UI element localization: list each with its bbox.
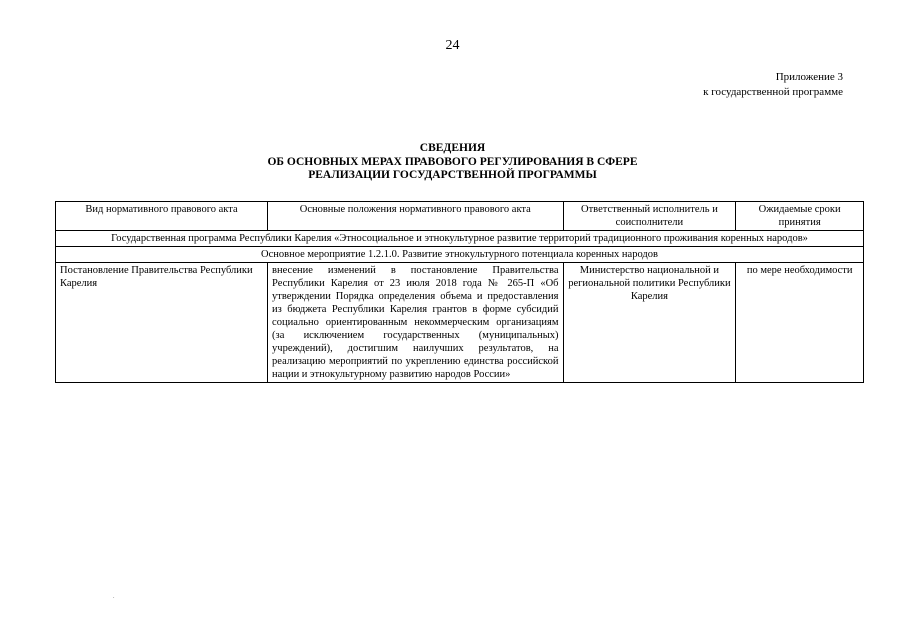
appendix-line-2: к государственной программе bbox=[703, 86, 843, 98]
cell-term: по мере необходимости bbox=[736, 263, 864, 383]
legal-measures-table bbox=[55, 201, 864, 383]
header-executor: Ответственный исполнитель и соисполнители bbox=[563, 202, 736, 231]
title-line-2: ОБ ОСНОВНЫХ МЕРАХ ПРАВОВОГО РЕГУЛИРОВАНИЯ В СФЕРЕ bbox=[267, 155, 638, 168]
cell-executor: Министерство национальной и региональной политики Республики Карелия bbox=[563, 263, 736, 383]
header-provisions: Основные положения нормативного правового акта bbox=[268, 202, 563, 231]
cell-provisions: внесение изменений в постановление Правительства Республики Карелия от 23 июля 2018 года № 265-П «Об утверждении Порядка определения объема и предоставления из бюджета Республики Карелия грантов в форме субсидий социально ориентированным некоммерческим организациям (за исключением государственных (муниципальных) учреждений), достигшим наилучших результатов, на реализацию мероприятий по укреплению единства российской нации и этнокультурному развитию народов России» bbox=[268, 263, 563, 383]
table-row bbox=[56, 263, 864, 383]
program-cell: Государственная программа Республики Карелия «Этносоциальное и этнокультурное развитие территорий традиционного проживания коренных народов» bbox=[56, 231, 864, 247]
header-act-type: Вид нормативного правового акта bbox=[56, 202, 268, 231]
header-term: Ожидаемые сроки принятия bbox=[736, 202, 864, 231]
measure-cell: Основное мероприятие 1.2.1.0. Развитие этнокультурного потенциала коренных народов bbox=[56, 247, 864, 263]
title-line-3: РЕАЛИЗАЦИИ ГОСУДАРСТВЕННОЙ ПРОГРАММЫ bbox=[308, 169, 597, 181]
footer-mark: . bbox=[113, 594, 115, 600]
program-row bbox=[56, 231, 864, 247]
title-line-1: СВЕДЕНИЯ bbox=[419, 142, 486, 154]
document-title bbox=[0, 142, 905, 183]
table-header-row bbox=[56, 202, 864, 231]
page-number: 24 bbox=[445, 38, 460, 53]
appendix-line-1: Приложение 3 bbox=[775, 71, 843, 83]
measure-row bbox=[56, 247, 864, 263]
appendix-note bbox=[703, 70, 843, 100]
cell-act-type: Постановление Правительства Республики Карелия bbox=[56, 263, 268, 383]
